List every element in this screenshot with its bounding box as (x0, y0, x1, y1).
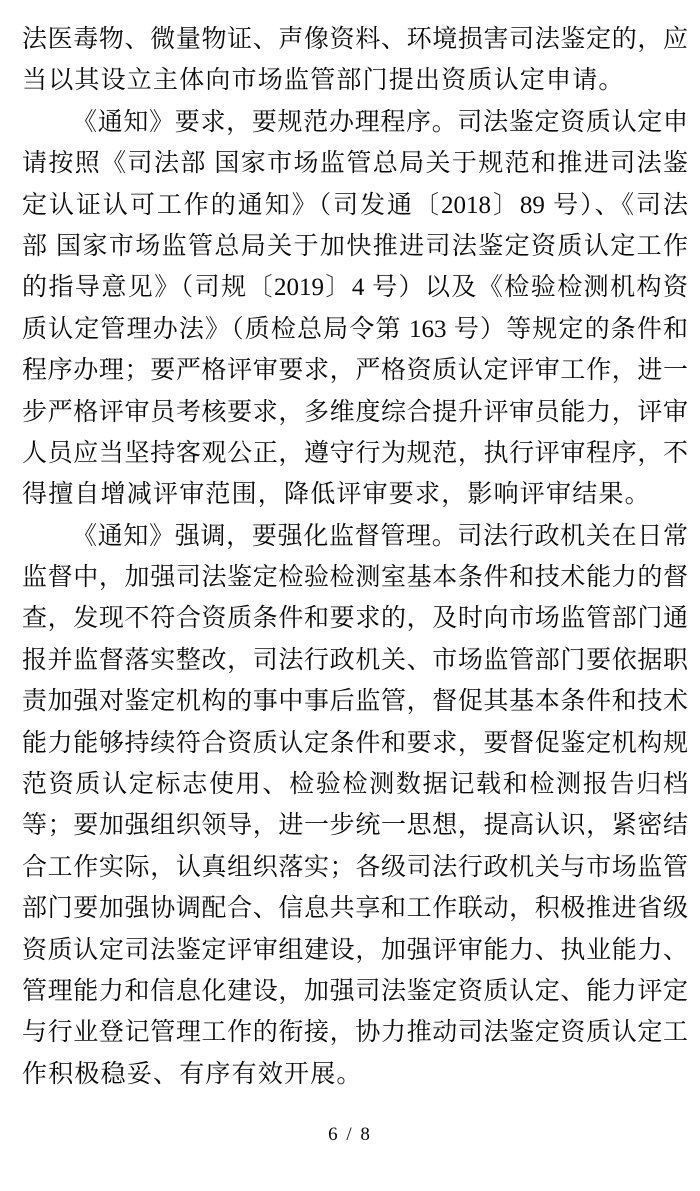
text-line: 法医毒物、微量物证、声像资料、环境损害司法鉴定的，应 (22, 26, 688, 53)
page-number: 6 / 8 (328, 1124, 372, 1145)
text-line: 的指导意见》（司规〔2019〕4 号）以及《检验检测机构资 (22, 274, 688, 302)
text-line: 人员应当坚持客观公正，遵守行为规范，执行评审程序，不 (22, 439, 688, 467)
page-footer (0, 1124, 700, 1146)
text-line: 步严格评审员考核要求，多维度综合提升评审员能力，评审 (22, 398, 688, 426)
text-line: 等；要加强组织领导，进一步统一思想，提高认识，紧密结 (22, 812, 688, 840)
text-line: 管理能力和信息化建设，加强司法鉴定资质认定、能力评定 (22, 977, 688, 1005)
text-line: 监督中，加强司法鉴定检验检测室基本条件和技术能力的督 (22, 564, 688, 592)
text-line: 合工作实际，认真组织落实；各级司法行政机关与市场监管 (22, 853, 688, 881)
text-line: 责加强对鉴定机构的事中事后监管，督促其基本条件和技术 (22, 688, 688, 716)
text-line: 部 国家市场监管总局关于加快推进司法鉴定资质认定工作 (22, 232, 688, 260)
text-line: 《通知》要求，要规范办理程序。司法鉴定资质认定申 (72, 108, 688, 136)
text-line: 部门要加强协调配合、信息共享和工作联动，积极推进省级 (22, 895, 688, 923)
text-line: 范资质认定标志使用、检验检测数据记载和检测报告归档 (22, 771, 688, 799)
text-line: 程序办理；要严格评审要求，严格资质认定评审工作，进一 (22, 357, 688, 385)
text-line: 得擅自增减评审范围，降低评审要求，影响评审结果。 (22, 481, 651, 509)
text-line: 定认证认可工作的通知》（司发通〔2018〕89 号）、《司法 (22, 191, 688, 219)
text-line: 资质认定司法鉴定评审组建设，加强评审能力、执业能力、 (22, 936, 688, 964)
document-body (22, 19, 688, 1095)
text-line: 请按照《司法部 国家市场监管总局关于规范和推进司法鉴 (22, 150, 688, 178)
text-line: 作积极稳妥、有序有效开展。 (22, 1060, 363, 1088)
text-line: 质认定管理办法》（质检总局令第 163 号）等规定的条件和 (22, 315, 688, 343)
text-line: 报并监督落实整改，司法行政机关、市场监管部门要依据职 (22, 646, 688, 674)
text-line: 能力能够持续符合资质认定条件和要求，要督促鉴定机构规 (22, 729, 688, 757)
text-line: 与行业登记管理工作的衔接，协力推动司法鉴定资质认定工 (22, 1019, 688, 1047)
text-line: 当以其设立主体向市场监管部门提出资质认定申请。 (22, 67, 625, 95)
text-line: 查，发现不符合资质条件和要求的，及时向市场监管部门通 (22, 605, 688, 633)
text-line: 《通知》强调，要强化监督管理。司法行政机关在日常 (72, 522, 688, 550)
